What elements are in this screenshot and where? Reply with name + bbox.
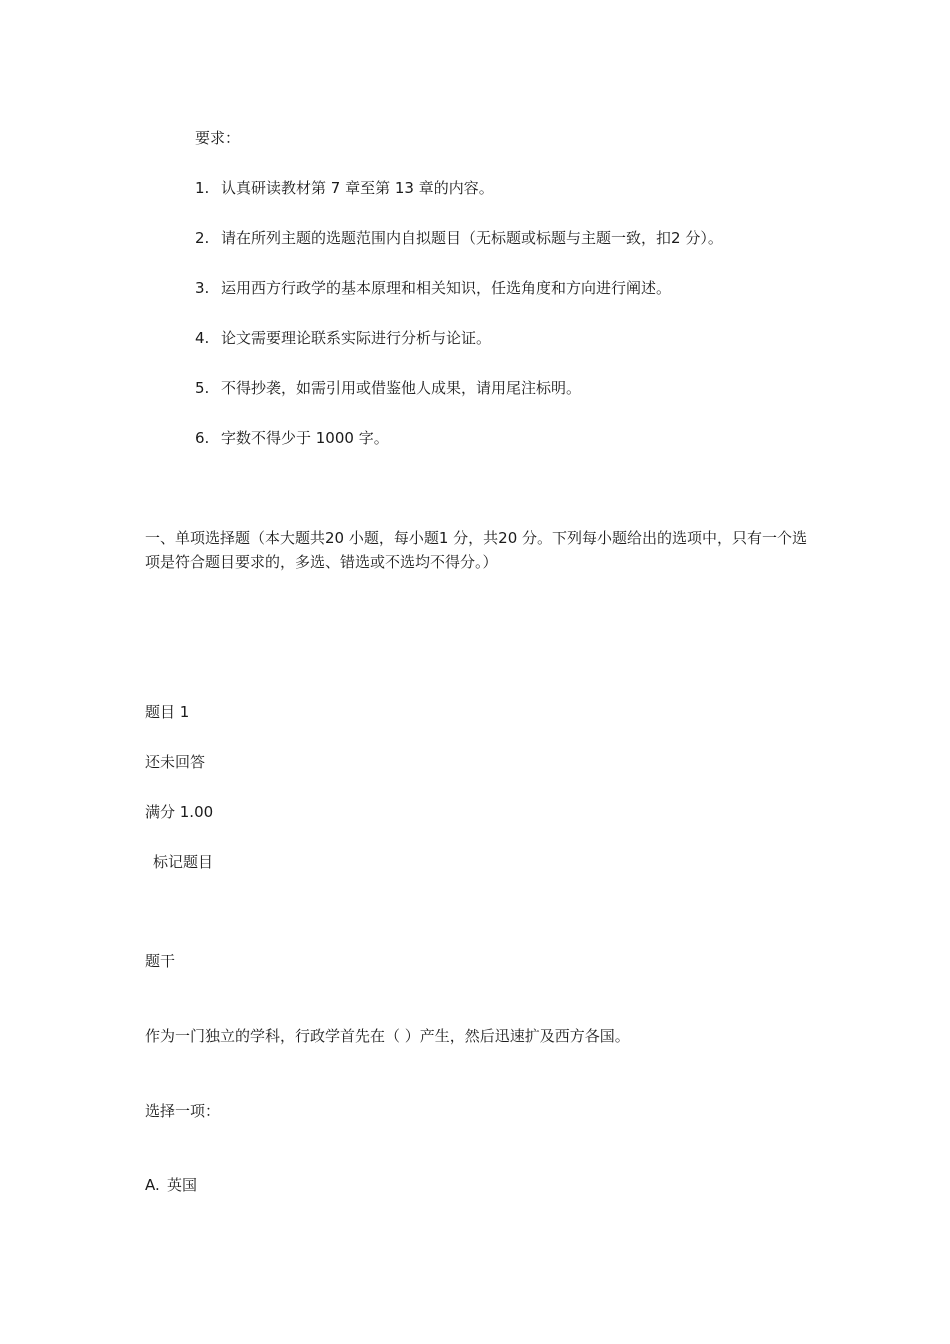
- requirement-text: 论文需要理论联系实际进行分析与论证。: [221, 329, 492, 347]
- requirement-text: 不得抄袭，如需引用或借鉴他人成果，请用尾注标明。: [221, 379, 582, 397]
- requirement-item: [195, 378, 581, 398]
- requirement-item: [195, 228, 723, 248]
- flag-question-link[interactable]: 标记题目: [153, 853, 214, 871]
- answer-option[interactable]: [145, 1175, 197, 1195]
- requirement-number: 5.: [195, 379, 210, 397]
- question-number: 题目 1: [145, 703, 190, 721]
- requirement-number: 4.: [195, 329, 210, 347]
- option-text: 英国: [167, 1176, 198, 1194]
- requirements-title: 要求：: [195, 129, 241, 147]
- section-heading: 一、单项选择题（本大题共20 小题，每小题1 分，共20 分。下列每小题给出的选项中，只有一个选项是符合题目要求的，多选、错选或不选均不得分。）: [145, 529, 808, 571]
- question-score: 满分 1.00: [145, 803, 214, 821]
- requirement-item: [195, 328, 491, 348]
- requirement-text: 认真研读教材第 7 章至第 13 章的内容。: [221, 179, 494, 197]
- question-status: 还未回答: [145, 753, 206, 771]
- requirement-item: [195, 178, 494, 198]
- question-stem-label: 题干: [145, 952, 176, 970]
- question-stem-text: 作为一门独立的学科，行政学首先在（ ）产生，然后迅速扩及西方各国。: [145, 1027, 630, 1045]
- requirement-number: 3.: [195, 279, 210, 297]
- option-letter: A.: [145, 1176, 160, 1194]
- requirement-item: [195, 278, 671, 298]
- requirement-number: 1.: [195, 179, 210, 197]
- requirement-number: 6.: [195, 429, 210, 447]
- requirement-text: 运用西方行政学的基本原理和相关知识，任选角度和方向进行阐述。: [221, 279, 672, 297]
- requirement-item: [195, 428, 389, 448]
- requirement-text: 字数不得少于 1000 字。: [221, 429, 389, 447]
- question-prompt: 选择一项：: [145, 1102, 221, 1120]
- requirement-text: 请在所列主题的选题范围内自拟题目（无标题或标题与主题一致，扣2 分）。: [221, 229, 723, 247]
- requirement-number: 2.: [195, 229, 210, 247]
